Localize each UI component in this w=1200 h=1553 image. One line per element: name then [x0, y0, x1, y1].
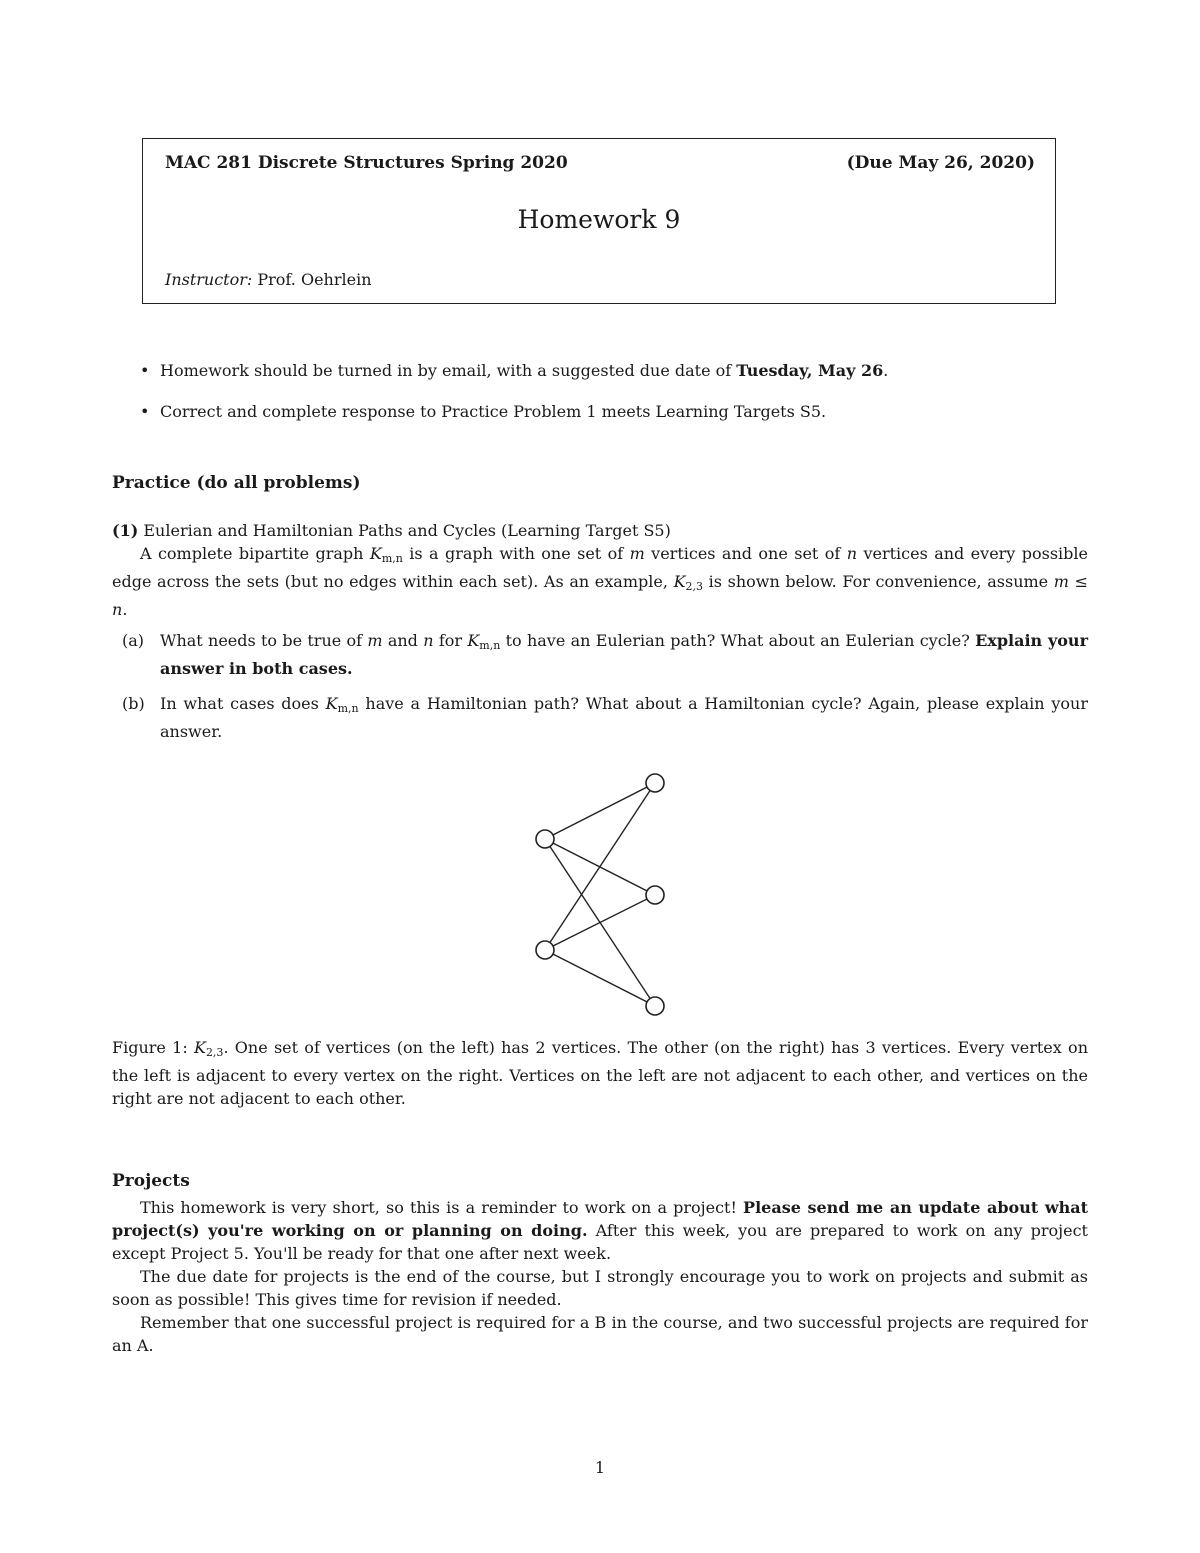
projects-text: [112, 1196, 1088, 1357]
projects-paragraph: The due date for projects is the end of the course, but I strongly encourage you to work on projects and submit as soon as possible! This gives time for revision if needed.: [112, 1267, 1088, 1309]
problem-number: (1): [112, 521, 139, 540]
graph-vertex-right: [646, 997, 664, 1015]
bipartite-graph-figure: [520, 766, 680, 1026]
graph-edge: [545, 783, 655, 839]
graph-vertex-right: [646, 774, 664, 792]
part-b: (b) In what cases does $K_{m,n}$ have a Hamiltonian path? What about a Hamiltonian cycle? Again, please explain your answer.: [122, 694, 1088, 741]
practice-heading: Practice (do all problems): [112, 473, 361, 493]
graph-vertex-left: [536, 941, 554, 959]
due-day: Tuesday, May 26: [736, 361, 884, 380]
graph-vertex-left: [536, 830, 554, 848]
due-date: (Due May 26, 2020): [846, 153, 1035, 173]
list-item: • Correct and complete response to Practice Problem 1 meets Learning Targets S5.: [140, 401, 1080, 423]
projects-paragraph: Remember that one successful project is required for a B in the course, and two successful projects are required for an A.: [112, 1313, 1088, 1355]
graph-edge: [545, 950, 655, 1006]
page-number: 1: [594, 1458, 606, 1477]
problem-1: (1) Eulerian and Hamiltonian Paths and Cycles (Learning Target S5) A complete bipartite graph $K_{m,n}$ is a graph with one set of m vertices and one set of n vertices and every possible edge across the sets (but no edges within each set). As an example, $K_{2,3}$ is shown below. For convenience, assume m ≤ n.: [112, 521, 1089, 619]
figure-caption: Figure 1: $K_{2,3}$. One set of vertices (on the left) has 2 vertices. The other (on the right) has 3 vertices. Every vertex on the left is adjacent to every vertex on the right. Vertices on the left are not adjacent to each other, and vertices on the right are not adjacent to each other.: [112, 1038, 1088, 1108]
list-item: • Homework should be turned in by email, with a suggested due date of Tuesday, May 26.: [140, 360, 1080, 382]
page-title: Homework 9: [517, 205, 681, 234]
instructor-label: Instructor:: [165, 270, 253, 289]
graph-edge: [545, 783, 655, 950]
graph-edge: [545, 895, 655, 950]
header-box: [142, 138, 1056, 304]
instructor-line: [165, 270, 372, 289]
part-a: (a) What needs to be true of m and n for $K_{m,n}$ to have an Eulerian path? What about an Eulerian cycle? Explain your answer in both cases.: [122, 631, 1088, 678]
instructions-list: [140, 360, 1080, 442]
problem-parts: [112, 629, 1088, 755]
instructor-name: Prof. Oehrlein: [257, 270, 372, 289]
problem-title: Eulerian and Hamiltonian Paths and Cycles (Learning Target S5): [138, 521, 671, 540]
projects-paragraph: This homework is very short, so this is a reminder to work on a project! Please send me an update about what project(s) you're working on or planning on doing. After this week, you are prepared to work on any project except Project 5. You'll be ready for that one after next week.: [112, 1198, 1088, 1263]
graph-vertex-right: [646, 886, 664, 904]
course-title: MAC 281 Discrete Structures Spring 2020: [165, 153, 568, 173]
projects-heading: Projects: [112, 1171, 190, 1191]
